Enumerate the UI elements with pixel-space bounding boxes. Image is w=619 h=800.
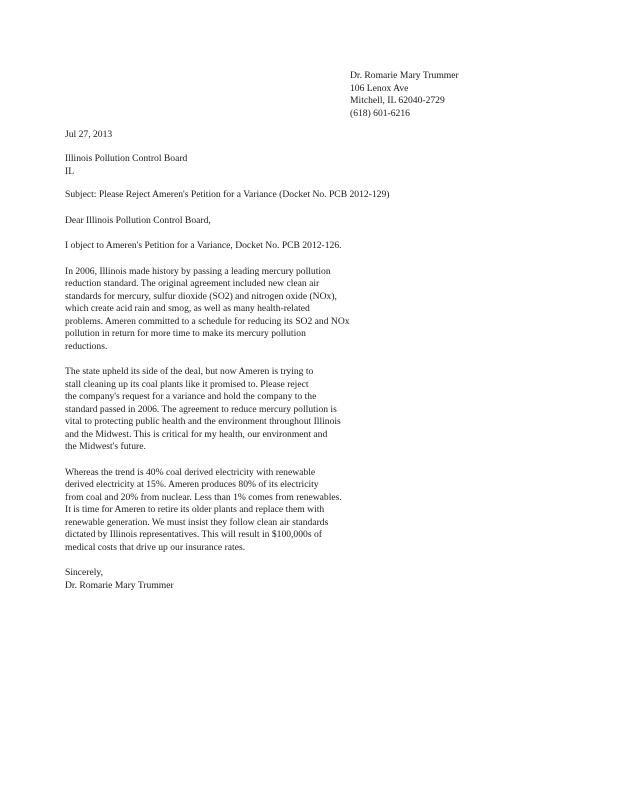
subject-line: Subject: Please Reject Ameren's Petition for a Variance (Docket No. PCB 2012-129) xyxy=(65,189,390,200)
recipient-block xyxy=(65,153,187,178)
paragraph-4 xyxy=(65,467,385,555)
paragraph-line: vital to protecting public health and the environment throughout Illinois xyxy=(65,416,341,427)
paragraph-line: standard passed in 2006. The agreement to reduce mercury pollution is xyxy=(65,403,337,415)
paragraph-line: from coal and 20% from nuclear. Less than 1% comes from renewables. xyxy=(65,491,342,503)
paragraph-line: I object to Ameren's Petition for a Variance, Docket No. PCB 2012-126. xyxy=(65,240,342,251)
paragraph-line: stall cleaning up its coal plants like it promised to. Please reject xyxy=(65,378,309,390)
paragraph-line: derived electricity at 15%. Ameren produces 80% of its electricity xyxy=(65,479,319,490)
closing-block xyxy=(65,567,385,592)
letter-body xyxy=(65,189,390,592)
recipient-name: Illinois Pollution Control Board xyxy=(65,153,188,164)
paragraph-line: problems. Ameren committed to a schedule for reducing its SO2 and NOx xyxy=(65,315,350,327)
sender-name: Dr. Romarie Mary Trummer xyxy=(350,70,459,81)
paragraph-line: pollution in return for more time to make its mercury pollution xyxy=(65,328,306,339)
paragraph-line: medical costs that drive up our insurance rates. xyxy=(65,541,246,553)
paragraph-line: In 2006, Illinois made history by passing a leading mercury pollution xyxy=(65,265,331,277)
paragraph-1 xyxy=(65,240,385,253)
paragraph-3 xyxy=(65,366,385,454)
paragraph-2 xyxy=(65,266,385,354)
paragraph-line: and the Midwest. This is critical for my health, our environment and xyxy=(65,428,328,440)
letter-date: Jul 27, 2013 xyxy=(65,129,113,140)
sender-phone: (618) 601-6216 xyxy=(350,107,410,119)
sender-street: 106 Lenox Ave xyxy=(350,82,409,94)
paragraph-line: the Midwest's future. xyxy=(65,441,146,452)
paragraph-line: reductions. xyxy=(65,340,108,352)
paragraph-line: Whereas the trend is 40% coal derived electricity with renewable xyxy=(65,466,316,478)
recipient-state: IL xyxy=(65,165,75,177)
paragraph-line: reduction standard. The original agreement included new clean air xyxy=(65,278,320,289)
salutation: Dear Illinois Pollution Control Board, xyxy=(65,214,211,226)
sender-address-block xyxy=(350,70,610,120)
paragraph-line: the company's request for a variance and hold the company to the xyxy=(65,391,317,402)
paragraph-line: renewable generation. We must insist they follow clean air standards xyxy=(65,516,329,528)
paragraph-line: The state upheld its side of the deal, but now Ameren is trying to xyxy=(65,366,314,377)
closing: Sincerely, xyxy=(65,567,104,578)
paragraph-line: which create acid rain and smog, as well as many health-related xyxy=(65,303,310,314)
paragraph-line: dictated by Illinois representatives. This will result in $100,000s of xyxy=(65,529,322,540)
sender-city: Mitchell, IL 62040-2729 xyxy=(350,95,445,106)
paragraph-line: standards for mercury, sulfur dioxide (SO2) and nitrogen oxide (NOx), xyxy=(65,290,337,302)
paragraph-line: It is time for Ameren to retire its older plants and replace them with xyxy=(65,504,325,515)
signature-name: Dr. Romarie Mary Trummer xyxy=(65,579,174,591)
